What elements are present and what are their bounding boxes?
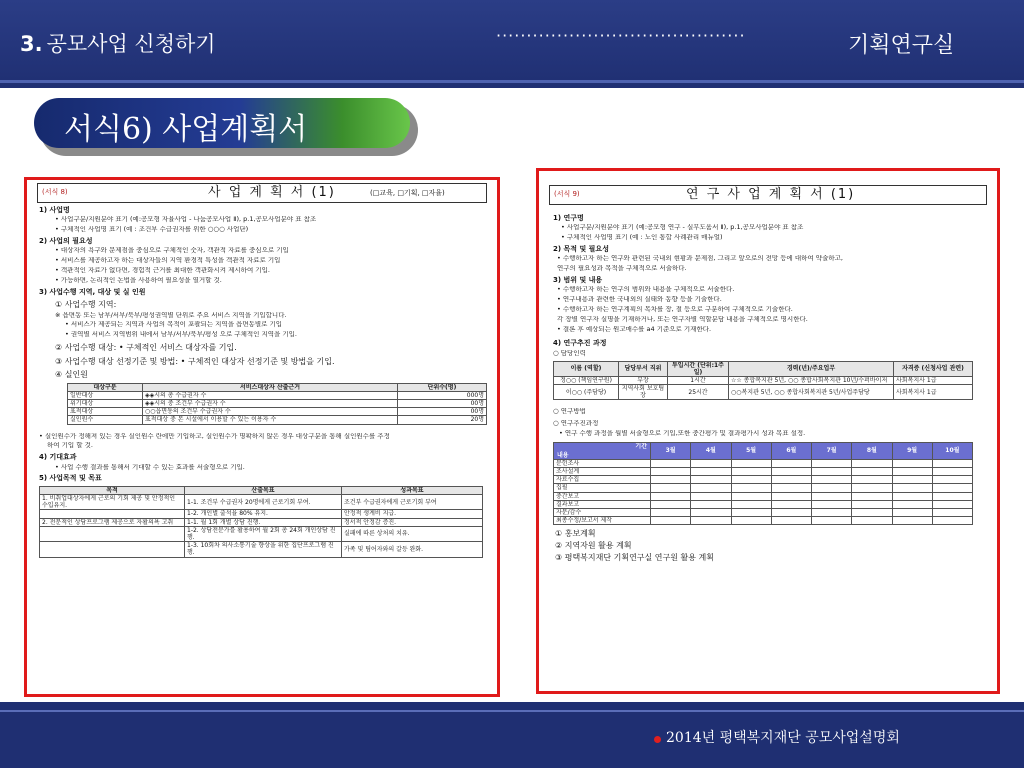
table-cell: 가족 및 팀어자와의 갈등 완화. xyxy=(342,542,483,557)
schedule-corner-cell xyxy=(554,442,651,459)
table-cell xyxy=(771,484,811,492)
table-cell xyxy=(40,542,185,557)
table-header-row xyxy=(40,486,483,494)
table-cell xyxy=(691,500,731,508)
table-cell xyxy=(892,484,932,492)
table-cell xyxy=(812,468,852,476)
table-cell xyxy=(932,476,972,484)
table-cell xyxy=(731,508,771,516)
form8-c1: ① 사업수행 지역: xyxy=(55,299,117,309)
table-cell xyxy=(731,484,771,492)
month-header: 7월 xyxy=(812,442,852,459)
table-cell xyxy=(651,476,691,484)
table-row xyxy=(554,492,973,500)
form9-s3: 3) 범위 및 내용 xyxy=(553,275,603,284)
table-row xyxy=(40,495,483,510)
table-cell xyxy=(40,510,185,518)
table-header-cell: 투입시간 (단위:1주일) xyxy=(668,361,729,376)
form8-note2: 하여 기입 할 것. xyxy=(47,442,93,450)
table-cell: 이○○ (주담당) xyxy=(554,385,619,400)
form9-s3-b5: • 결론 후 예상되는 원고매수를 a4 기준으로 기재한다. xyxy=(557,325,712,333)
table-cell xyxy=(771,500,811,508)
table-cell xyxy=(771,468,811,476)
form9-s4-b1: • 연구 수행 과정을 월별 서술형으로 기입,또한 중간평가 및 결과평가시 성과 목표 설정. xyxy=(559,430,806,438)
footer-text: 2014년 평택복지재단 공모사업설명회 xyxy=(666,730,900,746)
form8-s4-b1: • 사업 수행 결과를 통해서 기대할 수 있는 효과를 서술형으로 기입. xyxy=(55,463,245,471)
form9-s4-c3: ○ 연구추진과정 xyxy=(553,420,599,428)
table-cell xyxy=(812,476,852,484)
table-cell: ○○읍면동의 조건부 수급권자 수 xyxy=(143,408,398,416)
table-cell: 최종수정/보고서 제작 xyxy=(554,517,651,525)
table-cell: 안정적 생계비 지급. xyxy=(342,510,483,518)
form8-s2-b2: • 서비스를 제공하고자 하는 대상자들의 지역 환경적 특성을 객관적 자료로 기입 xyxy=(55,257,281,265)
form8-c3: ③ 사업수행 대상 선정기준 및 방법: • 구체적인 대상자 선정기준 및 방법을 기입. xyxy=(55,356,335,366)
table-cell: 000명 xyxy=(398,391,487,399)
table-cell xyxy=(812,508,852,516)
form9-staff-table xyxy=(553,361,973,401)
table-cell: 00명 xyxy=(398,400,487,408)
table-row xyxy=(554,484,973,492)
form9-s4-c1: ○ 담당인력 xyxy=(553,349,586,357)
form8-c4: ④ 실인원 xyxy=(55,370,88,380)
table-cell: 1-2. 개인별 출석율 80% 유지. xyxy=(185,510,342,518)
table-cell xyxy=(852,468,892,476)
form8-s2: 2) 사업의 필요성 xyxy=(39,236,93,245)
table-cell xyxy=(651,517,691,525)
table-header-cell: 단위수(명) xyxy=(398,383,487,391)
dotted-leader: ········································· xyxy=(496,26,746,45)
table-cell xyxy=(731,468,771,476)
schedule-item-label: 내용 xyxy=(557,451,569,459)
table-cell: 2. 전문적인 상담프로그램 제공으로 자활의욕 고취 xyxy=(40,518,185,526)
table-row xyxy=(554,517,973,525)
table-row xyxy=(40,510,483,518)
schedule-period-label: 기간 xyxy=(635,442,647,450)
table-cell xyxy=(812,459,852,467)
table-cell xyxy=(691,484,731,492)
table-cell xyxy=(771,459,811,467)
table-cell xyxy=(892,468,932,476)
table-cell xyxy=(651,459,691,467)
form9-s2: 2) 목적 및 필요성 xyxy=(553,244,609,253)
table-cell: 자문/감수 xyxy=(554,508,651,516)
table-cell xyxy=(651,468,691,476)
form8-s1: 1) 사업명 xyxy=(39,206,70,214)
month-header: 6월 xyxy=(771,442,811,459)
form9-s1-b2: • 구체적인 사업명 표기 (예 : 노인 통합 사례관리 매뉴얼) xyxy=(561,234,723,242)
table-cell: 1-3. 10회차 의사소통기술 향상을 위한 집단프로그램 진행. xyxy=(185,542,342,557)
form9-s2-b1: • 수행하고자 하는 연구와 관련된 국내외 현황과 문제점, 그리고 앞으로의 전망 등에 대하여 약술하고, xyxy=(557,255,843,263)
table-cell xyxy=(812,517,852,525)
section-title: 3. 공모사업 신청하기 xyxy=(20,32,216,56)
table-row xyxy=(554,508,973,516)
table-header-cell: 산출목표 xyxy=(185,486,342,494)
header-stripe xyxy=(0,80,1024,83)
table-cell xyxy=(932,492,972,500)
form8-document xyxy=(24,177,500,697)
table-cell: 20명 xyxy=(398,416,487,424)
table-header-cell: 목적 xyxy=(40,486,185,494)
table-row xyxy=(554,459,973,467)
table-cell xyxy=(731,476,771,484)
form9-c1: ① 홍보계획 xyxy=(555,529,596,539)
table-header-cell: 서비스대상자 산출근거 xyxy=(143,383,398,391)
table-row xyxy=(68,416,487,424)
table-cell xyxy=(691,517,731,525)
form9-s3-b1: • 수행하고자 하는 연구의 범위와 내용을 구체적으로 서술한다. xyxy=(557,286,735,294)
form8-s1-b2: • 구체적인 사업명 표기 (예 : 조건부 수급권자를 위한 ○○○ 사업단) xyxy=(55,226,249,234)
table-cell xyxy=(892,492,932,500)
bullet-dot-icon xyxy=(654,736,661,743)
table-cell xyxy=(651,484,691,492)
table-cell xyxy=(731,459,771,467)
table-cell xyxy=(691,508,731,516)
table-cell xyxy=(812,492,852,500)
month-header: 5월 xyxy=(731,442,771,459)
form8-s2-b4: • 가능하면, 논리적인 논법을 사용하여 필요성을 열거할 것. xyxy=(55,276,222,284)
table-header-row xyxy=(554,361,973,376)
table-cell xyxy=(892,500,932,508)
table-cell: 실인원수 xyxy=(68,416,143,424)
form8-c1-b1: • 서비스가 제공되는 지역과 사업의 목적이 포괄되는 지역을 읍면동별로 기입 xyxy=(65,321,283,329)
table-row xyxy=(554,476,973,484)
form9-s1: 1) 연구명 xyxy=(553,214,584,222)
form8-note1: • 실인원수가 정해져 있는 경우 실인원수 란에만 기입하고, 실인원수가 명확하지 않은 경우 대상구분을 통해 실인원수를 추정 xyxy=(39,432,390,440)
month-header: 10월 xyxy=(932,442,972,459)
form8-s1-b1: • 사업구분/지원분야 표기 (예:공모형 자율사업 - 나눔공모사업 Ⅱ), p.1,공모사업분야 표 참조 xyxy=(55,216,317,224)
table-cell xyxy=(731,492,771,500)
table-cell xyxy=(852,517,892,525)
table-cell xyxy=(892,476,932,484)
table-cell xyxy=(852,459,892,467)
table-cell: ☆☆ 종합복지관 5년, ○○ 종합사회복지관 10년/수퍼바이저 xyxy=(729,376,894,384)
form9-code: (서식 9) xyxy=(554,190,580,198)
form9-s4: 4) 연구추진 과정 xyxy=(553,339,607,348)
table-cell: 사회복지사 1급 xyxy=(894,376,973,384)
form9-schedule-table xyxy=(553,442,973,526)
table-cell xyxy=(932,500,972,508)
table-cell xyxy=(731,517,771,525)
table-row xyxy=(68,400,487,408)
table-cell: 표적대상 xyxy=(68,408,143,416)
table-cell: ◈◈시의 중 조건부 수급권자 수 xyxy=(143,400,398,408)
table-header-row xyxy=(554,442,973,459)
form8-title-bar xyxy=(37,183,487,203)
form8-code: (서식 8) xyxy=(42,188,68,196)
form9-c2: ② 지역자원 활용 계획 xyxy=(555,540,632,550)
table-cell: 자료수집 xyxy=(554,476,651,484)
form8-c2: ② 사업수행 대상: • 구체적인 서비스 대상자를 기입. xyxy=(55,342,237,352)
table-header-row xyxy=(68,383,487,391)
table-row xyxy=(554,376,973,384)
table-row xyxy=(554,500,973,508)
table-cell xyxy=(691,476,731,484)
organization-label: 기획연구실 xyxy=(848,33,955,58)
table-cell: 1-2. 상담전문가를 활용하여 월 2회 총 24회 개인상담 진행. xyxy=(185,526,342,541)
table-cell: 집필 xyxy=(554,484,651,492)
form9-s2-b2: 연구의 필요성과 목적을 구체적으로 서술하다. xyxy=(557,265,687,273)
form9-s3-b2: • 연구내용과 관련한 국내외의 실태와 동향 등을 기술한다. xyxy=(557,296,722,304)
table-cell: 중간보고 xyxy=(554,492,651,500)
table-cell xyxy=(852,492,892,500)
table-cell: 일반대상 xyxy=(68,391,143,399)
form8-s2-b1: • 대상자의 욕구와 문제점을 중심으로 구체적인 숫자, 객관적 자료를 중심으로 기입 xyxy=(55,247,289,255)
table-row xyxy=(68,408,487,416)
table-cell xyxy=(932,484,972,492)
month-header: 8월 xyxy=(852,442,892,459)
table-cell xyxy=(892,459,932,467)
table-cell xyxy=(691,459,731,467)
table-cell xyxy=(651,508,691,516)
table-row xyxy=(554,385,973,400)
table-cell xyxy=(932,517,972,525)
form8-subtitle: (□교육, □기획, □자율) xyxy=(370,189,445,197)
table-cell: 1시간 xyxy=(668,376,729,384)
table-cell: 00명 xyxy=(398,408,487,416)
table-row xyxy=(40,526,483,541)
form8-c1-b2: • 권역별 서비스 지역범위 내에서 남부/서부/북부/평성 으로 구체적인 지역을 기입. xyxy=(65,331,297,339)
form8-s3: 3) 사업수행 지역, 대상 및 실 인원 xyxy=(39,287,146,296)
table-header-cell: 성과목표 xyxy=(342,486,483,494)
table-cell xyxy=(892,517,932,525)
table-cell xyxy=(932,468,972,476)
table-cell: 25시간 xyxy=(668,385,729,400)
table-cell xyxy=(771,508,811,516)
table-cell: 위기대상 xyxy=(68,400,143,408)
table-cell xyxy=(651,492,691,500)
table-cell: ◈◈시의 총 수급권자 수 xyxy=(143,391,398,399)
form9-title: 연 구 사 업 계 획 서 (1) xyxy=(686,187,856,202)
table-cell xyxy=(812,500,852,508)
table-cell xyxy=(771,492,811,500)
form9-s3-b4: 각 장별 연구자 실명을 기재하거나, 또는 연구자별 역할분담 내용을 구체적으로 명시한다. xyxy=(557,315,808,323)
form8-target-table xyxy=(67,383,487,425)
table-cell: 사회복지사 1급 xyxy=(894,385,973,400)
table-cell xyxy=(892,508,932,516)
table-cell: 조사설계 xyxy=(554,468,651,476)
table-cell xyxy=(852,476,892,484)
table-cell: 1-1. 월 1회 개별 상담 진행. xyxy=(185,518,342,526)
table-row xyxy=(554,468,973,476)
table-cell xyxy=(40,526,185,541)
table-cell xyxy=(852,508,892,516)
table-cell: 정서적 안정감 증진. xyxy=(342,518,483,526)
form9-s4-c2: ○ 연구방법 xyxy=(553,408,586,416)
table-cell: 조건부 수급권자에게 근로기회 부여 xyxy=(342,495,483,510)
table-header-cell: 자격증 (신청사업 관련) xyxy=(894,361,973,376)
table-cell: 1. 비취업대상자에게 근로의 기회 제공 및 안정적인 수입유지. xyxy=(40,495,185,510)
table-header-cell: 경력(년)/주요업무 xyxy=(729,361,894,376)
form9-s3-b3: • 수행하고자 하는 연구계획의 목차를 장, 절 등으로 구분하여 구체적으로 기술한다. xyxy=(557,305,793,313)
table-cell xyxy=(651,500,691,508)
table-cell xyxy=(771,517,811,525)
table-cell: ○○복지관 5년, ○○ 종합사회복지관 5년/사업주담당 xyxy=(729,385,894,400)
table-cell xyxy=(771,476,811,484)
table-cell xyxy=(812,484,852,492)
form9-title-bar xyxy=(549,185,987,205)
table-cell: 문헌조사 xyxy=(554,459,651,467)
table-row xyxy=(40,542,483,557)
form9-s1-b1: • 사업구분/지원분야 표기 (예:공모형 연구 - 실무도움서 Ⅱ), p.1,공모사업분야 표 참조 xyxy=(561,224,804,232)
table-cell: 1-1. 조건부 수급권자 20명에게 근로기회 부여. xyxy=(185,495,342,510)
table-cell xyxy=(691,468,731,476)
table-cell xyxy=(852,500,892,508)
table-row xyxy=(40,518,483,526)
table-cell xyxy=(852,484,892,492)
table-cell xyxy=(932,508,972,516)
table-cell xyxy=(691,492,731,500)
form8-goal-table xyxy=(39,486,483,558)
table-cell xyxy=(731,500,771,508)
form9-document xyxy=(536,168,1000,694)
form8-s4: 4) 기대효과 xyxy=(39,453,77,462)
table-cell: 부장 xyxy=(619,376,668,384)
table-header-cell: 이름 (역할) xyxy=(554,361,619,376)
table-cell: 결과보고 xyxy=(554,500,651,508)
form8-c1-note: ※ 읍면동 또는 남부/서부/북부/평성권역별 단위로 주요 서비스 지역을 기입합니다. xyxy=(55,311,287,319)
table-cell: 정○○ (책임연구원) xyxy=(554,376,619,384)
table-cell xyxy=(932,459,972,467)
table-header-cell: 대상구분 xyxy=(68,383,143,391)
form8-s5: 5) 사업목적 및 목표 xyxy=(39,474,102,483)
month-header: 3월 xyxy=(651,442,691,459)
table-row xyxy=(68,391,487,399)
form9-c3: ③ 평택복지재단 기획연구실 연구원 활용 계획 xyxy=(555,552,714,562)
page-heading: 서식6) 사업계획서 xyxy=(64,112,308,147)
table-cell: 지역사회 보호팀장 xyxy=(619,385,668,400)
table-cell: 실패에 따른 상처의 치유. xyxy=(342,526,483,541)
month-header: 4월 xyxy=(691,442,731,459)
month-header: 9월 xyxy=(892,442,932,459)
table-cell: 표적대상 중 본 시설에서 이용할 수 있는 이용자 수 xyxy=(143,416,398,424)
form8-s2-b3: • 객관적인 자료가 없다면, 경험적 근거를 최대한 객관화시켜 제시하여 기입. xyxy=(55,266,270,274)
footer-stripe xyxy=(0,710,1024,712)
table-header-cell: 담당부서 직위 xyxy=(619,361,668,376)
form8-title: 사 업 계 획 서 (1) xyxy=(208,185,336,200)
